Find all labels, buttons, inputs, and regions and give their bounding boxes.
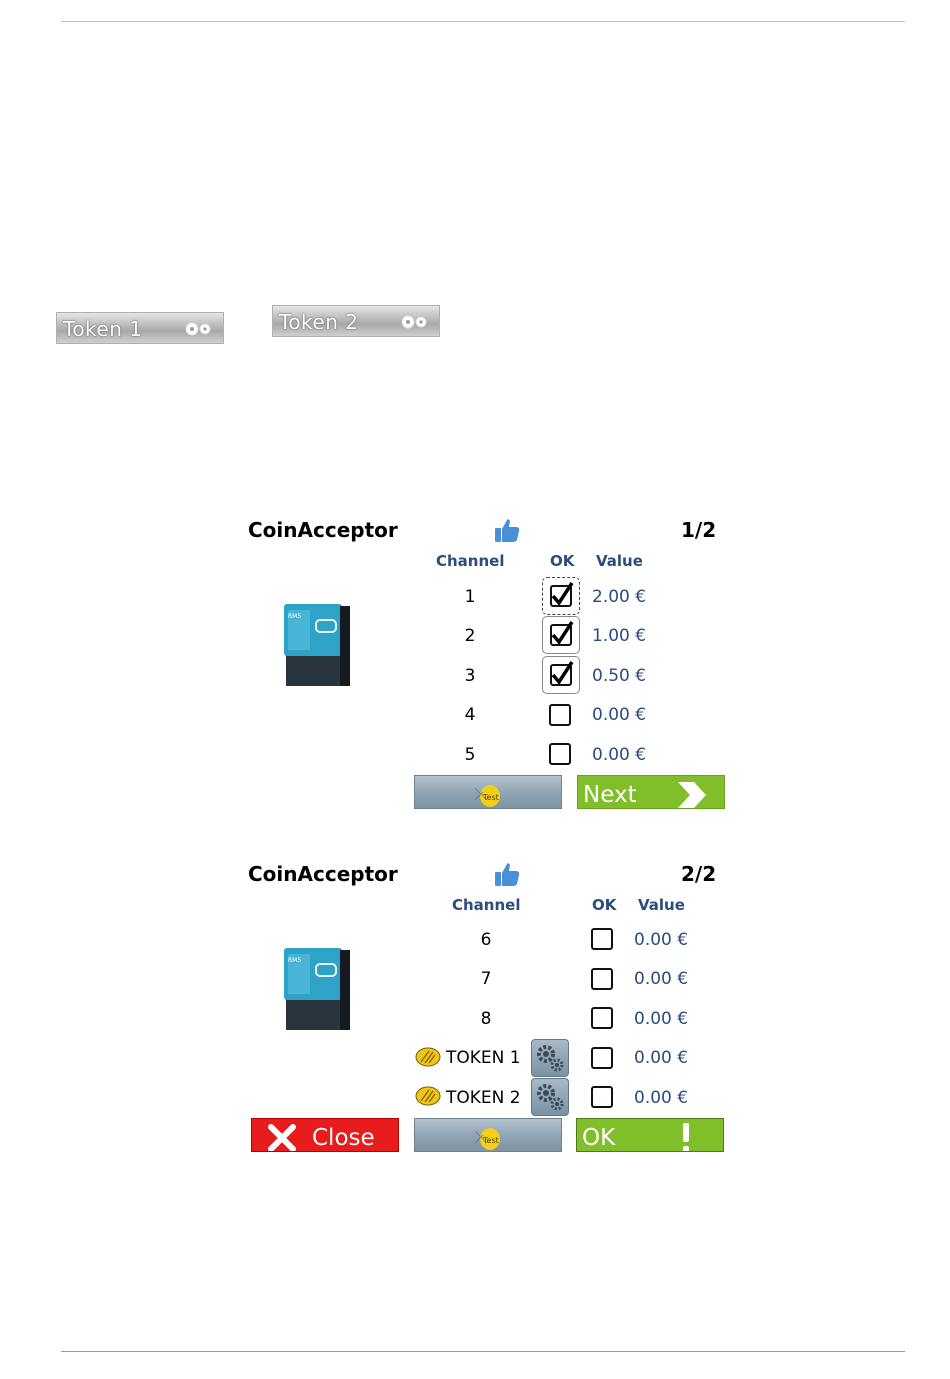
- top-rule: [61, 21, 905, 22]
- channel-number: 4: [464, 705, 476, 725]
- thumbs-up-icon: [494, 517, 520, 543]
- next-button[interactable]: [577, 775, 725, 809]
- token-bar-label: Token 2: [279, 310, 359, 334]
- checkmark-icon: [548, 580, 576, 610]
- column-header-ok: OK: [550, 552, 575, 570]
- channel-value: 2.00 €: [592, 587, 647, 607]
- gear-icon: [399, 313, 429, 331]
- checkmark-icon: [548, 659, 576, 689]
- channel-number: 2: [464, 626, 476, 646]
- gear-icon: [183, 320, 213, 338]
- channel-value: 0.00 €: [634, 1048, 689, 1068]
- channel-value: 0.00 €: [634, 969, 689, 989]
- coin-acceptor-image: [280, 600, 356, 690]
- ok-checkbox[interactable]: [542, 616, 580, 654]
- token-channel-label: TOKEN 1: [446, 1048, 521, 1068]
- ok-checkbox[interactable]: [591, 928, 613, 950]
- gear-icon: [532, 1079, 568, 1115]
- thumbs-up-icon: [494, 861, 520, 887]
- page-indicator: 1/2: [681, 518, 717, 542]
- channel-value: 0.00 €: [634, 930, 689, 950]
- panel-title: CoinAcceptor: [248, 862, 398, 886]
- column-header-channel: Channel: [452, 896, 521, 914]
- test-label: Test: [483, 793, 499, 802]
- ok-checkbox[interactable]: [591, 968, 613, 990]
- ok-checkbox[interactable]: [542, 577, 580, 615]
- channel-number: 7: [480, 969, 492, 989]
- column-header-ok: OK: [592, 896, 617, 914]
- channel-number: 3: [464, 666, 476, 686]
- test-button[interactable]: [414, 775, 562, 809]
- token-bar-1[interactable]: [56, 312, 224, 344]
- coin-icon: [415, 1047, 441, 1067]
- channel-number: 6: [480, 930, 492, 950]
- ok-label: OK: [582, 1125, 616, 1151]
- bottom-rule: [61, 1351, 905, 1352]
- token-settings-button[interactable]: [531, 1078, 569, 1116]
- close-x-icon: [266, 1124, 298, 1152]
- channel-number: 5: [464, 745, 476, 765]
- device-label: RM5: [288, 613, 302, 620]
- ok-checkbox[interactable]: [591, 1047, 613, 1069]
- close-label: Close: [312, 1125, 375, 1151]
- token-settings-button[interactable]: [531, 1039, 569, 1077]
- coin-test-icon: [473, 782, 503, 808]
- test-label: Test: [483, 1136, 499, 1145]
- ok-checkbox[interactable]: [591, 1007, 613, 1029]
- token-bar-2[interactable]: [272, 305, 440, 337]
- channel-value: 0.00 €: [592, 745, 647, 765]
- close-button[interactable]: [251, 1118, 399, 1152]
- panel-title: CoinAcceptor: [248, 518, 398, 542]
- channel-value: 0.50 €: [592, 666, 647, 686]
- channel-value: 0.00 €: [634, 1088, 689, 1108]
- next-label: Next: [583, 782, 637, 808]
- column-header-value: Value: [596, 552, 643, 570]
- ok-checkbox[interactable]: [591, 1086, 613, 1108]
- token-bar-label: Token 1: [63, 317, 143, 341]
- column-header-value: Value: [638, 896, 685, 914]
- channel-value: 0.00 €: [634, 1009, 689, 1029]
- ok-checkbox[interactable]: [549, 743, 571, 765]
- page-indicator: 2/2: [681, 862, 717, 886]
- ok-checkbox[interactable]: [542, 656, 580, 694]
- channel-number: 8: [480, 1009, 492, 1029]
- checkmark-icon: [548, 619, 576, 649]
- device-label: RM5: [288, 957, 302, 964]
- chevron-right-icon: [674, 780, 708, 809]
- exclamation-icon: [679, 1122, 693, 1152]
- token-channel-label: TOKEN 2: [446, 1088, 521, 1108]
- test-button[interactable]: [414, 1118, 562, 1152]
- coin-icon: [415, 1086, 441, 1106]
- channel-value: 0.00 €: [592, 705, 647, 725]
- coin-test-icon: [473, 1125, 503, 1151]
- channel-number: 1: [464, 587, 476, 607]
- gear-icon: [532, 1040, 568, 1076]
- column-header-channel: Channel: [436, 552, 505, 570]
- ok-button[interactable]: [576, 1118, 724, 1152]
- coin-acceptor-image: [280, 944, 356, 1034]
- ok-checkbox[interactable]: [549, 704, 571, 726]
- channel-value: 1.00 €: [592, 626, 647, 646]
